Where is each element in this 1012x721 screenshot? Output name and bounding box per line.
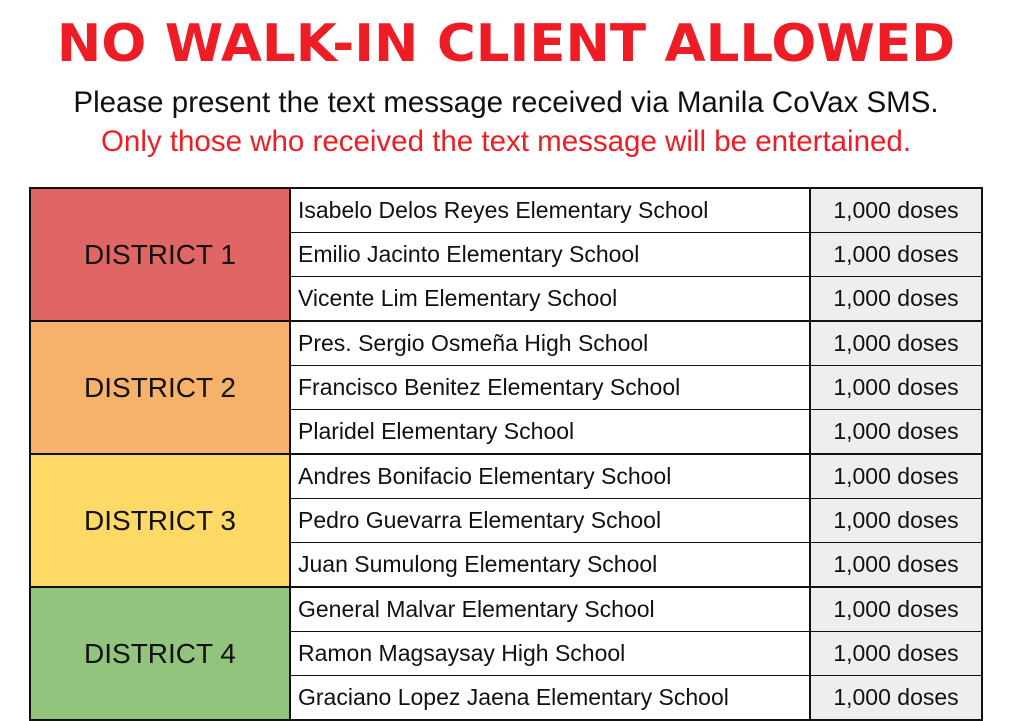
dose-count: 1,000 doses [811,588,981,631]
dose-count: 1,000 doses [811,410,981,453]
dose-count: 1,000 doses [811,233,981,276]
district-label: DISTRICT 1 [31,189,291,320]
school-name: Ramon Magsaysay High School [291,632,811,675]
table-row [291,233,981,277]
school-name: Emilio Jacinto Elementary School [291,233,811,276]
dose-count: 1,000 doses [811,322,981,365]
district-group [31,322,981,455]
table-row [291,410,981,453]
table-row [291,189,981,233]
district-label: DISTRICT 4 [31,588,291,719]
school-name: General Malvar Elementary School [291,588,811,631]
dose-count: 1,000 doses [811,366,981,409]
dose-count: 1,000 doses [811,499,981,542]
school-name: Pres. Sergio Osmeña High School [291,322,811,365]
table-row [291,543,981,586]
dose-count: 1,000 doses [811,455,981,498]
school-name: Isabelo Delos Reyes Elementary School [291,189,811,232]
dose-count: 1,000 doses [811,632,981,675]
school-name: Graciano Lopez Jaena Elementary School [291,676,811,719]
warning-text: Only those who received the text message will be entertained. [100,125,912,158]
school-name: Francisco Benitez Elementary School [291,366,811,409]
school-name: Vicente Lim Elementary School [291,277,811,320]
instruction-text: Please present the text message received via Manila CoVax SMS. [73,86,939,119]
school-name: Pedro Guevarra Elementary School [291,499,811,542]
table-row [291,455,981,499]
district-group [31,455,981,588]
school-name: Andres Bonifacio Elementary School [291,455,811,498]
table-row [291,322,981,366]
school-name: Juan Sumulong Elementary School [291,543,811,586]
table-row [291,499,981,543]
school-list [291,189,981,320]
district-group [31,588,981,721]
school-list [291,455,981,586]
table-row [291,366,981,410]
district-label: DISTRICT 2 [31,322,291,453]
district-label: DISTRICT 3 [31,455,291,586]
dose-count: 1,000 doses [811,189,981,232]
table-row [291,588,981,632]
school-list [291,322,981,453]
school-name: Plaridel Elementary School [291,410,811,453]
dose-count: 1,000 doses [811,543,981,586]
dose-count: 1,000 doses [811,676,981,719]
vaccination-sites-table [29,187,983,721]
school-list [291,588,981,719]
table-row [291,632,981,676]
headline: NO WALK-IN CLIENT ALLOWED [56,14,956,74]
dose-count: 1,000 doses [811,277,981,320]
table-row [291,676,981,719]
district-group [31,189,981,322]
table-row [291,277,981,320]
